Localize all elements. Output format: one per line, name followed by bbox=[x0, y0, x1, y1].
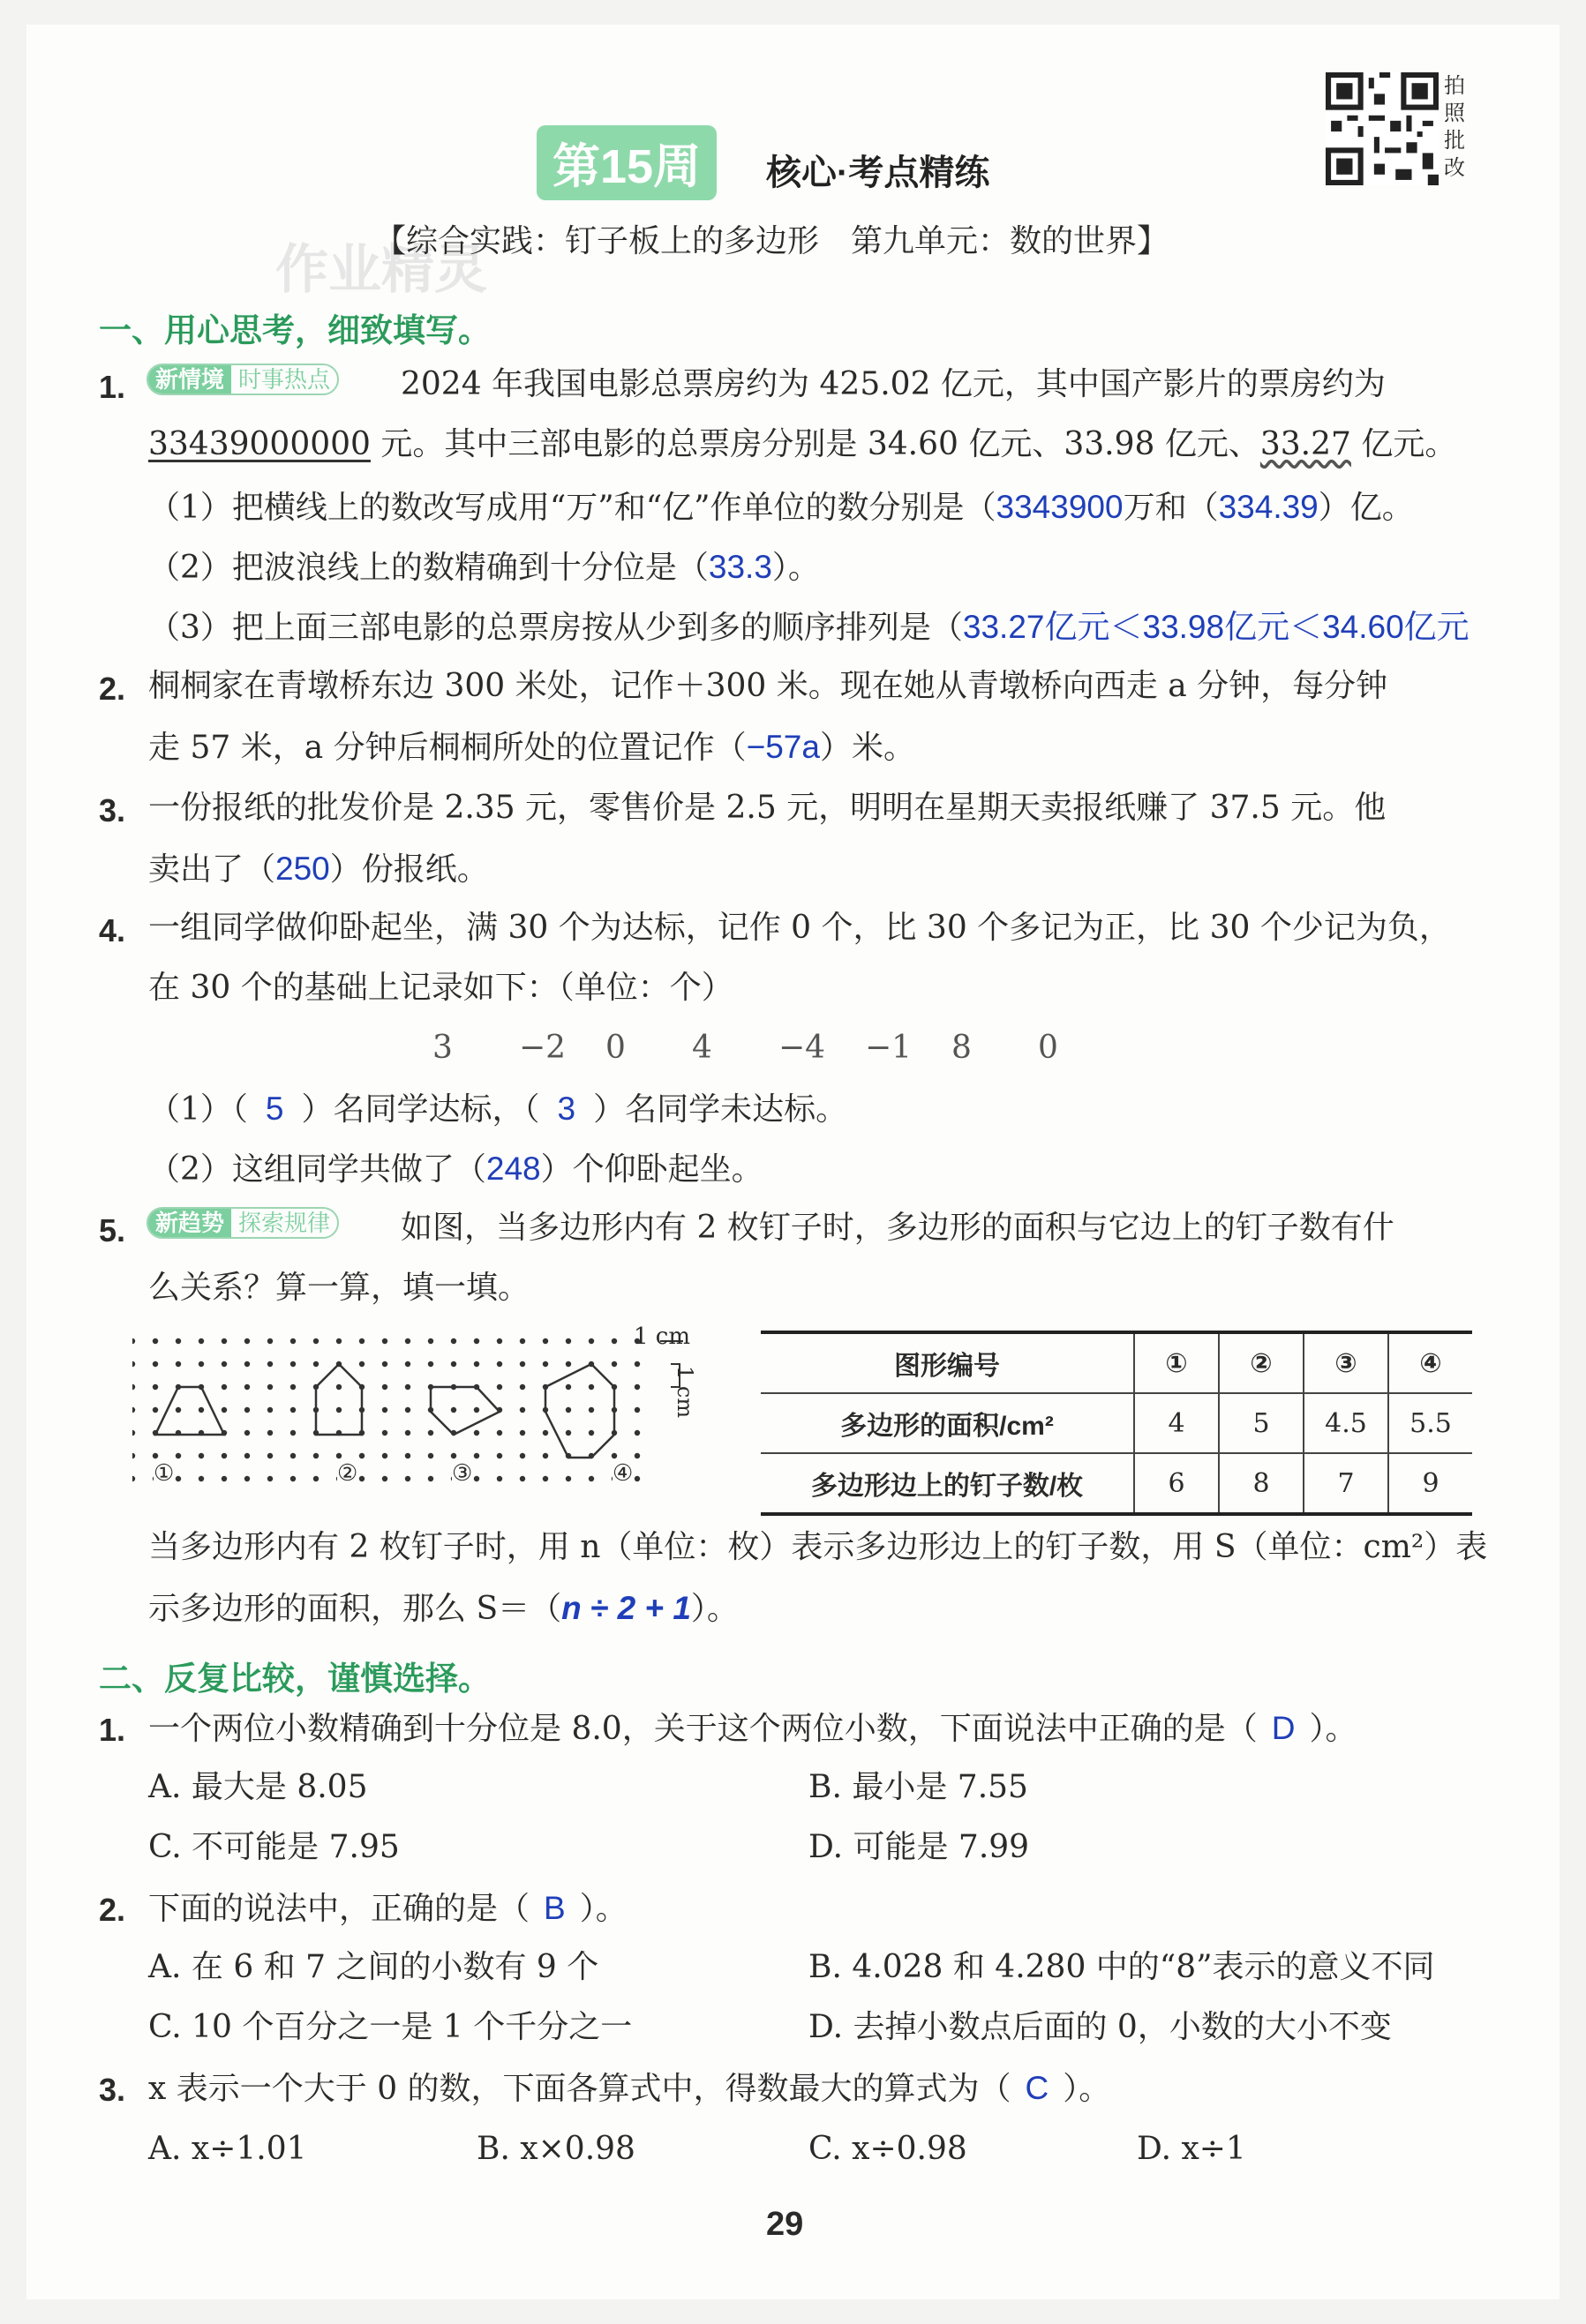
table-row-label: 多边形边上的钉子数/枚 bbox=[761, 1453, 1134, 1514]
peg-dot bbox=[566, 1384, 571, 1390]
q2-number: 2. bbox=[99, 671, 126, 707]
q2-line2: 走 57 米，a 分钟后桐桐所处的位置记作（−57a）米。 bbox=[148, 729, 915, 766]
q4-part2: （2）这组同学共做了（248）个仰卧起坐。 bbox=[148, 1151, 763, 1188]
peg-dot bbox=[451, 1453, 456, 1458]
peg-dot bbox=[132, 1430, 135, 1436]
table-cell: 6 bbox=[1134, 1453, 1219, 1514]
answer-blank[interactable]: 250 bbox=[275, 851, 330, 887]
peg-dot bbox=[290, 1361, 296, 1367]
peg-dot bbox=[199, 1361, 204, 1367]
peg-dot bbox=[313, 1476, 319, 1481]
peg-dot bbox=[428, 1476, 433, 1481]
peg-dot bbox=[313, 1338, 319, 1344]
record-value: −4 bbox=[778, 1030, 826, 1066]
unit-label-v: 1 cm bbox=[673, 1366, 697, 1419]
s2-q3-stem: x 表示一个大于 0 的数，下面各算式中，得数最大的算式为（ C ）。 bbox=[148, 2070, 1111, 2107]
peg-dot bbox=[474, 1407, 479, 1413]
option[interactable]: C. 不可能是 7.95 bbox=[148, 1829, 400, 1865]
peg-dot bbox=[520, 1453, 525, 1458]
peg-dot bbox=[382, 1453, 387, 1458]
peg-dot bbox=[222, 1361, 227, 1367]
answer-blank[interactable]: B bbox=[544, 1890, 566, 1926]
answer-blank[interactable]: 3343900 bbox=[996, 489, 1124, 525]
peg-dot bbox=[267, 1407, 273, 1413]
s2-q1-number: 1. bbox=[99, 1712, 126, 1748]
peg-dot bbox=[474, 1430, 479, 1436]
peg-dot bbox=[359, 1453, 365, 1458]
peg-dot bbox=[428, 1361, 433, 1367]
table-cell: 4 bbox=[1134, 1393, 1219, 1453]
polygon-table bbox=[761, 1331, 1472, 1516]
option[interactable]: A. 最大是 8.05 bbox=[148, 1769, 368, 1805]
option[interactable]: C. 10 个百分之一是 1 个千分之一 bbox=[148, 2009, 633, 2045]
page-number: 29 bbox=[766, 2206, 804, 2243]
peg-dot bbox=[222, 1453, 227, 1458]
qr-label: 拍照批改 bbox=[1444, 74, 1465, 180]
peg-dot bbox=[566, 1338, 571, 1344]
table-header-cell: ④ bbox=[1388, 1332, 1472, 1393]
peg-dot bbox=[474, 1476, 479, 1481]
polygon-3 bbox=[431, 1387, 500, 1435]
polygon-1 bbox=[155, 1387, 224, 1435]
qr-code[interactable] bbox=[1326, 72, 1439, 185]
q4-part1: （1）（ 5 ）名同学达标，（ 3 ）名同学未达标。 bbox=[148, 1091, 848, 1128]
option[interactable]: D. 可能是 7.99 bbox=[808, 1829, 1030, 1865]
peg-dot bbox=[176, 1453, 181, 1458]
peg-dot bbox=[635, 1476, 640, 1481]
table-cell: 4.5 bbox=[1304, 1393, 1388, 1453]
peg-dot bbox=[612, 1361, 617, 1367]
peg-dot bbox=[589, 1338, 594, 1344]
peg-dot bbox=[497, 1430, 502, 1436]
peg-dot bbox=[382, 1430, 387, 1436]
shape-label: ① bbox=[154, 1460, 175, 1487]
peg-dot bbox=[199, 1476, 204, 1481]
peg-dot bbox=[290, 1384, 296, 1390]
section-1-title: 一、用心思考，细致填写。 bbox=[99, 312, 491, 349]
q4-records bbox=[432, 1032, 1091, 1064]
answer-blank[interactable]: D bbox=[1271, 1710, 1296, 1746]
answer-blank[interactable]: C bbox=[1025, 2070, 1049, 2106]
peg-dot bbox=[244, 1430, 250, 1436]
peg-dot bbox=[199, 1407, 204, 1413]
answer-blank[interactable]: n ÷ 2 + 1 bbox=[561, 1590, 691, 1626]
peg-dot bbox=[543, 1361, 548, 1367]
peg-dot bbox=[405, 1453, 410, 1458]
peg-grid bbox=[132, 1338, 640, 1481]
peg-dot bbox=[474, 1361, 479, 1367]
peg-dot bbox=[176, 1476, 181, 1481]
peg-dot bbox=[199, 1453, 204, 1458]
q1-tag bbox=[147, 364, 339, 395]
option[interactable]: A. x÷1.01 bbox=[148, 2131, 307, 2167]
peg-dot bbox=[359, 1361, 365, 1367]
peg-dot bbox=[497, 1384, 502, 1390]
peg-dot bbox=[520, 1338, 525, 1344]
option[interactable]: C. x÷0.98 bbox=[808, 2131, 967, 2167]
answer-blank[interactable]: 248 bbox=[485, 1151, 541, 1187]
peg-dot bbox=[497, 1476, 502, 1481]
q5-conclusion-2: 示多边形的面积，那么 S＝（n ÷ 2 + 1）。 bbox=[148, 1590, 739, 1627]
tag-new-trend: 新趋势 bbox=[148, 1209, 231, 1237]
peg-dot bbox=[153, 1361, 158, 1367]
shape-label: ③ bbox=[452, 1460, 473, 1487]
s2-q2-number: 2. bbox=[99, 1892, 126, 1928]
peg-dot bbox=[336, 1453, 342, 1458]
table-header-cell: ① bbox=[1134, 1332, 1219, 1393]
peg-dot bbox=[267, 1476, 273, 1481]
peg-dot bbox=[474, 1338, 479, 1344]
peg-dot bbox=[382, 1338, 387, 1344]
q1-part3: （3）把上面三部电影的总票房按从少到多的顺序排列是（33.27亿元＜33.98亿元＜34.60亿元 bbox=[148, 609, 1469, 646]
q1-line2: 33439000000 元。其中三部电影的总票房分别是 34.60 亿元、33.98 亿元、33.27 亿元。 bbox=[148, 426, 1457, 462]
peg-dot bbox=[132, 1476, 135, 1481]
table-header-cell: ② bbox=[1219, 1332, 1304, 1393]
peg-dot bbox=[244, 1476, 250, 1481]
polygon-4 bbox=[545, 1364, 614, 1458]
peg-dot bbox=[405, 1384, 410, 1390]
peg-dot bbox=[635, 1453, 640, 1458]
tag-explore-pattern: 探索规律 bbox=[238, 1210, 331, 1236]
peg-dot bbox=[132, 1384, 135, 1390]
peg-dot bbox=[405, 1476, 410, 1481]
record-value: 0 bbox=[1038, 1030, 1058, 1066]
answer-blank[interactable]: 334.39 bbox=[1218, 489, 1319, 525]
peg-dot bbox=[520, 1430, 525, 1436]
peg-dot bbox=[382, 1361, 387, 1367]
table-header-cell: ③ bbox=[1304, 1332, 1388, 1393]
peg-dot bbox=[474, 1453, 479, 1458]
s2-q3-number: 3. bbox=[99, 2072, 126, 2108]
peg-dot bbox=[244, 1453, 250, 1458]
peg-dot bbox=[589, 1476, 594, 1481]
peg-dot bbox=[267, 1384, 273, 1390]
option[interactable]: D. 去掉小数点后面的 0，小数的大小不变 bbox=[808, 2009, 1392, 2045]
section-2-title: 二、反复比较，谨慎选择。 bbox=[99, 1661, 491, 1697]
q5-line1: 如图，当多边形内有 2 枚钉子时，多边形的面积与它边上的钉子数有什 bbox=[401, 1210, 1394, 1246]
option[interactable]: B. 最小是 7.55 bbox=[808, 1769, 1028, 1805]
peg-dot bbox=[635, 1361, 640, 1367]
q3-line2: 卖出了（250）份报纸。 bbox=[148, 851, 489, 888]
option[interactable]: B. x×0.98 bbox=[477, 2131, 635, 2167]
peg-dot bbox=[132, 1407, 135, 1413]
peg-dot bbox=[313, 1361, 319, 1367]
peg-dot bbox=[589, 1430, 594, 1436]
peg-dot bbox=[132, 1338, 135, 1344]
answer-blank[interactable]: 33.3 bbox=[708, 549, 772, 585]
peg-dot bbox=[405, 1338, 410, 1344]
peg-dot bbox=[153, 1407, 158, 1413]
peg-dot bbox=[405, 1407, 410, 1413]
peg-dot bbox=[497, 1453, 502, 1458]
peg-dot bbox=[543, 1338, 548, 1344]
peg-dot bbox=[176, 1338, 181, 1344]
peg-dot bbox=[451, 1361, 456, 1367]
peg-dot bbox=[405, 1430, 410, 1436]
peg-dot bbox=[153, 1384, 158, 1390]
peg-dot bbox=[566, 1407, 571, 1413]
s2-q2-stem: 下面的说法中，正确的是（ B ）。 bbox=[148, 1890, 628, 1927]
s2-q1-stem: 一个两位小数精确到十分位是 8.0，关于这个两位小数，下面说法中正确的是（ D ）。 bbox=[148, 1710, 1357, 1747]
answer-blank[interactable]: −57a bbox=[746, 729, 820, 765]
peg-dot bbox=[543, 1430, 548, 1436]
peg-dot bbox=[132, 1361, 135, 1367]
q1-part2: （2）把波浪线上的数精确到十分位是（33.3）。 bbox=[148, 549, 820, 586]
table-cell: 9 bbox=[1388, 1453, 1472, 1514]
peg-dot bbox=[566, 1361, 571, 1367]
peg-dot bbox=[497, 1338, 502, 1344]
tag-new-scenario: 新情境 bbox=[148, 365, 231, 394]
peg-dot bbox=[176, 1361, 181, 1367]
peg-dot bbox=[222, 1384, 227, 1390]
peg-dot bbox=[382, 1407, 387, 1413]
q5-number: 5. bbox=[99, 1212, 126, 1248]
answer-blank[interactable]: 5 bbox=[265, 1091, 284, 1127]
peg-dot bbox=[612, 1338, 617, 1344]
option[interactable]: D. x÷1 bbox=[1137, 2131, 1246, 2167]
peg-dot bbox=[290, 1338, 296, 1344]
peg-dot bbox=[244, 1361, 250, 1367]
peg-dot bbox=[451, 1338, 456, 1344]
q2-line1: 桐桐家在青墩桥东边 300 米处，记作＋300 米。现在她从青墩桥向西走 a 分钟，每分钟 bbox=[148, 668, 1388, 704]
record-value: 8 bbox=[951, 1030, 972, 1066]
peg-dot bbox=[359, 1338, 365, 1344]
peg-dot bbox=[290, 1430, 296, 1436]
record-value: 0 bbox=[605, 1030, 626, 1066]
q1-wavy-number: 33.27 bbox=[1259, 426, 1351, 462]
peg-dot bbox=[222, 1476, 227, 1481]
peg-dot bbox=[153, 1453, 158, 1458]
q5-line2: 么关系？算一算，填一填。 bbox=[148, 1270, 530, 1306]
peg-dot bbox=[520, 1361, 525, 1367]
peg-dot bbox=[199, 1338, 204, 1344]
q1-number: 1. bbox=[99, 369, 126, 405]
page-title: 核心·考点精练 bbox=[766, 154, 990, 192]
table-cell: 8 bbox=[1219, 1453, 1304, 1514]
peg-dot bbox=[520, 1384, 525, 1390]
table-cell: 7 bbox=[1304, 1453, 1388, 1514]
peg-dot bbox=[359, 1476, 365, 1481]
option[interactable]: B. 4.028 和 4.280 中的“8”表示的意义不同 bbox=[808, 1949, 1435, 1985]
peg-dot bbox=[267, 1453, 273, 1458]
peg-dot bbox=[520, 1476, 525, 1481]
shape-label: ④ bbox=[613, 1460, 634, 1487]
answer-blank[interactable]: 33.27亿元＜33.98亿元＜34.60亿元 bbox=[962, 609, 1469, 645]
peg-dot bbox=[520, 1407, 525, 1413]
peg-dot bbox=[497, 1361, 502, 1367]
qr-code-icon bbox=[1326, 72, 1439, 185]
q5-conclusion-1: 当多边形内有 2 枚钉子时，用 n（单位：枚）表示多边形边上的钉子数，用 S（单位：cm²）表 bbox=[148, 1529, 1488, 1565]
q4-number: 4. bbox=[99, 912, 126, 948]
q4-line1: 一组同学做仰卧起坐，满 30 个为达标，记作 0 个，比 30 个多记为正，比 30 个少记为负， bbox=[148, 910, 1451, 946]
watermark: 作业精灵 bbox=[275, 240, 487, 299]
record-value: 4 bbox=[692, 1030, 712, 1066]
peg-dot bbox=[153, 1338, 158, 1344]
peg-dot bbox=[451, 1407, 456, 1413]
peg-dot bbox=[543, 1476, 548, 1481]
record-value: −2 bbox=[519, 1030, 567, 1066]
peg-dot bbox=[428, 1430, 433, 1436]
unit-label-h: 1 cm bbox=[634, 1323, 691, 1350]
q3-line1: 一份报纸的批发价是 2.35 元，零售价是 2.5 元，明明在星期天卖报纸赚了 37.5 元。他 bbox=[148, 790, 1387, 826]
peg-dot bbox=[290, 1407, 296, 1413]
peg-dot bbox=[589, 1407, 594, 1413]
peg-dot bbox=[405, 1361, 410, 1367]
peg-dot bbox=[222, 1338, 227, 1344]
option[interactable]: A. 在 6 和 7 之间的小数有 9 个 bbox=[148, 1949, 599, 1985]
peg-dot bbox=[222, 1407, 227, 1413]
peg-dot bbox=[428, 1338, 433, 1344]
peg-dot bbox=[336, 1384, 342, 1390]
peg-dot bbox=[635, 1430, 640, 1436]
peg-dot bbox=[612, 1453, 617, 1458]
q4-line2: 在 30 个的基础上记录如下：（单位：个） bbox=[148, 970, 733, 1006]
peg-dot bbox=[267, 1338, 273, 1344]
peg-dot bbox=[382, 1384, 387, 1390]
page-subtitle: 【综合实践：钉子板上的多边形 第九单元：数的世界】 bbox=[374, 223, 1169, 259]
shape-label: ② bbox=[337, 1460, 358, 1487]
table-header-cell: 图形编号 bbox=[761, 1332, 1134, 1393]
peg-dot bbox=[336, 1407, 342, 1413]
peg-dot bbox=[336, 1338, 342, 1344]
peg-dot bbox=[589, 1384, 594, 1390]
peg-dot bbox=[267, 1430, 273, 1436]
peg-dot bbox=[635, 1407, 640, 1413]
week-badge: 第15周 bbox=[537, 125, 717, 200]
record-value: 3 bbox=[432, 1030, 453, 1066]
peg-dot bbox=[428, 1453, 433, 1458]
answer-blank[interactable]: 3 bbox=[557, 1091, 576, 1127]
table-row-label: 多边形的面积/cm² bbox=[761, 1393, 1134, 1453]
peg-dot bbox=[290, 1476, 296, 1481]
peg-dot bbox=[244, 1407, 250, 1413]
peg-dot bbox=[543, 1453, 548, 1458]
peg-dot bbox=[635, 1384, 640, 1390]
peg-dot bbox=[176, 1407, 181, 1413]
table-cell: 5.5 bbox=[1388, 1393, 1472, 1453]
peg-dot bbox=[244, 1384, 250, 1390]
peg-dot bbox=[244, 1338, 250, 1344]
peg-dot bbox=[382, 1476, 387, 1481]
q1-underlined-number: 33439000000 bbox=[148, 426, 371, 462]
polygon-2 bbox=[316, 1364, 362, 1435]
peg-dot bbox=[267, 1361, 273, 1367]
q5-tag bbox=[147, 1207, 339, 1239]
peg-dot bbox=[566, 1476, 571, 1481]
table-cell: 5 bbox=[1219, 1393, 1304, 1453]
peg-dot bbox=[566, 1430, 571, 1436]
peg-dot bbox=[132, 1453, 135, 1458]
peg-dot bbox=[313, 1453, 319, 1458]
record-value: −1 bbox=[865, 1030, 913, 1066]
q1-line1: 2024 年我国电影总票房约为 425.02 亿元，其中国产影片的票房约为 bbox=[401, 366, 1386, 402]
q3-number: 3. bbox=[99, 792, 126, 828]
peg-dot bbox=[290, 1453, 296, 1458]
tag-current-events: 时事热点 bbox=[238, 366, 331, 393]
q1-part1: （1）把横线上的数改写成用“万”和“亿”作单位的数分别是（3343900万和（334.39）亿。 bbox=[148, 489, 1414, 526]
